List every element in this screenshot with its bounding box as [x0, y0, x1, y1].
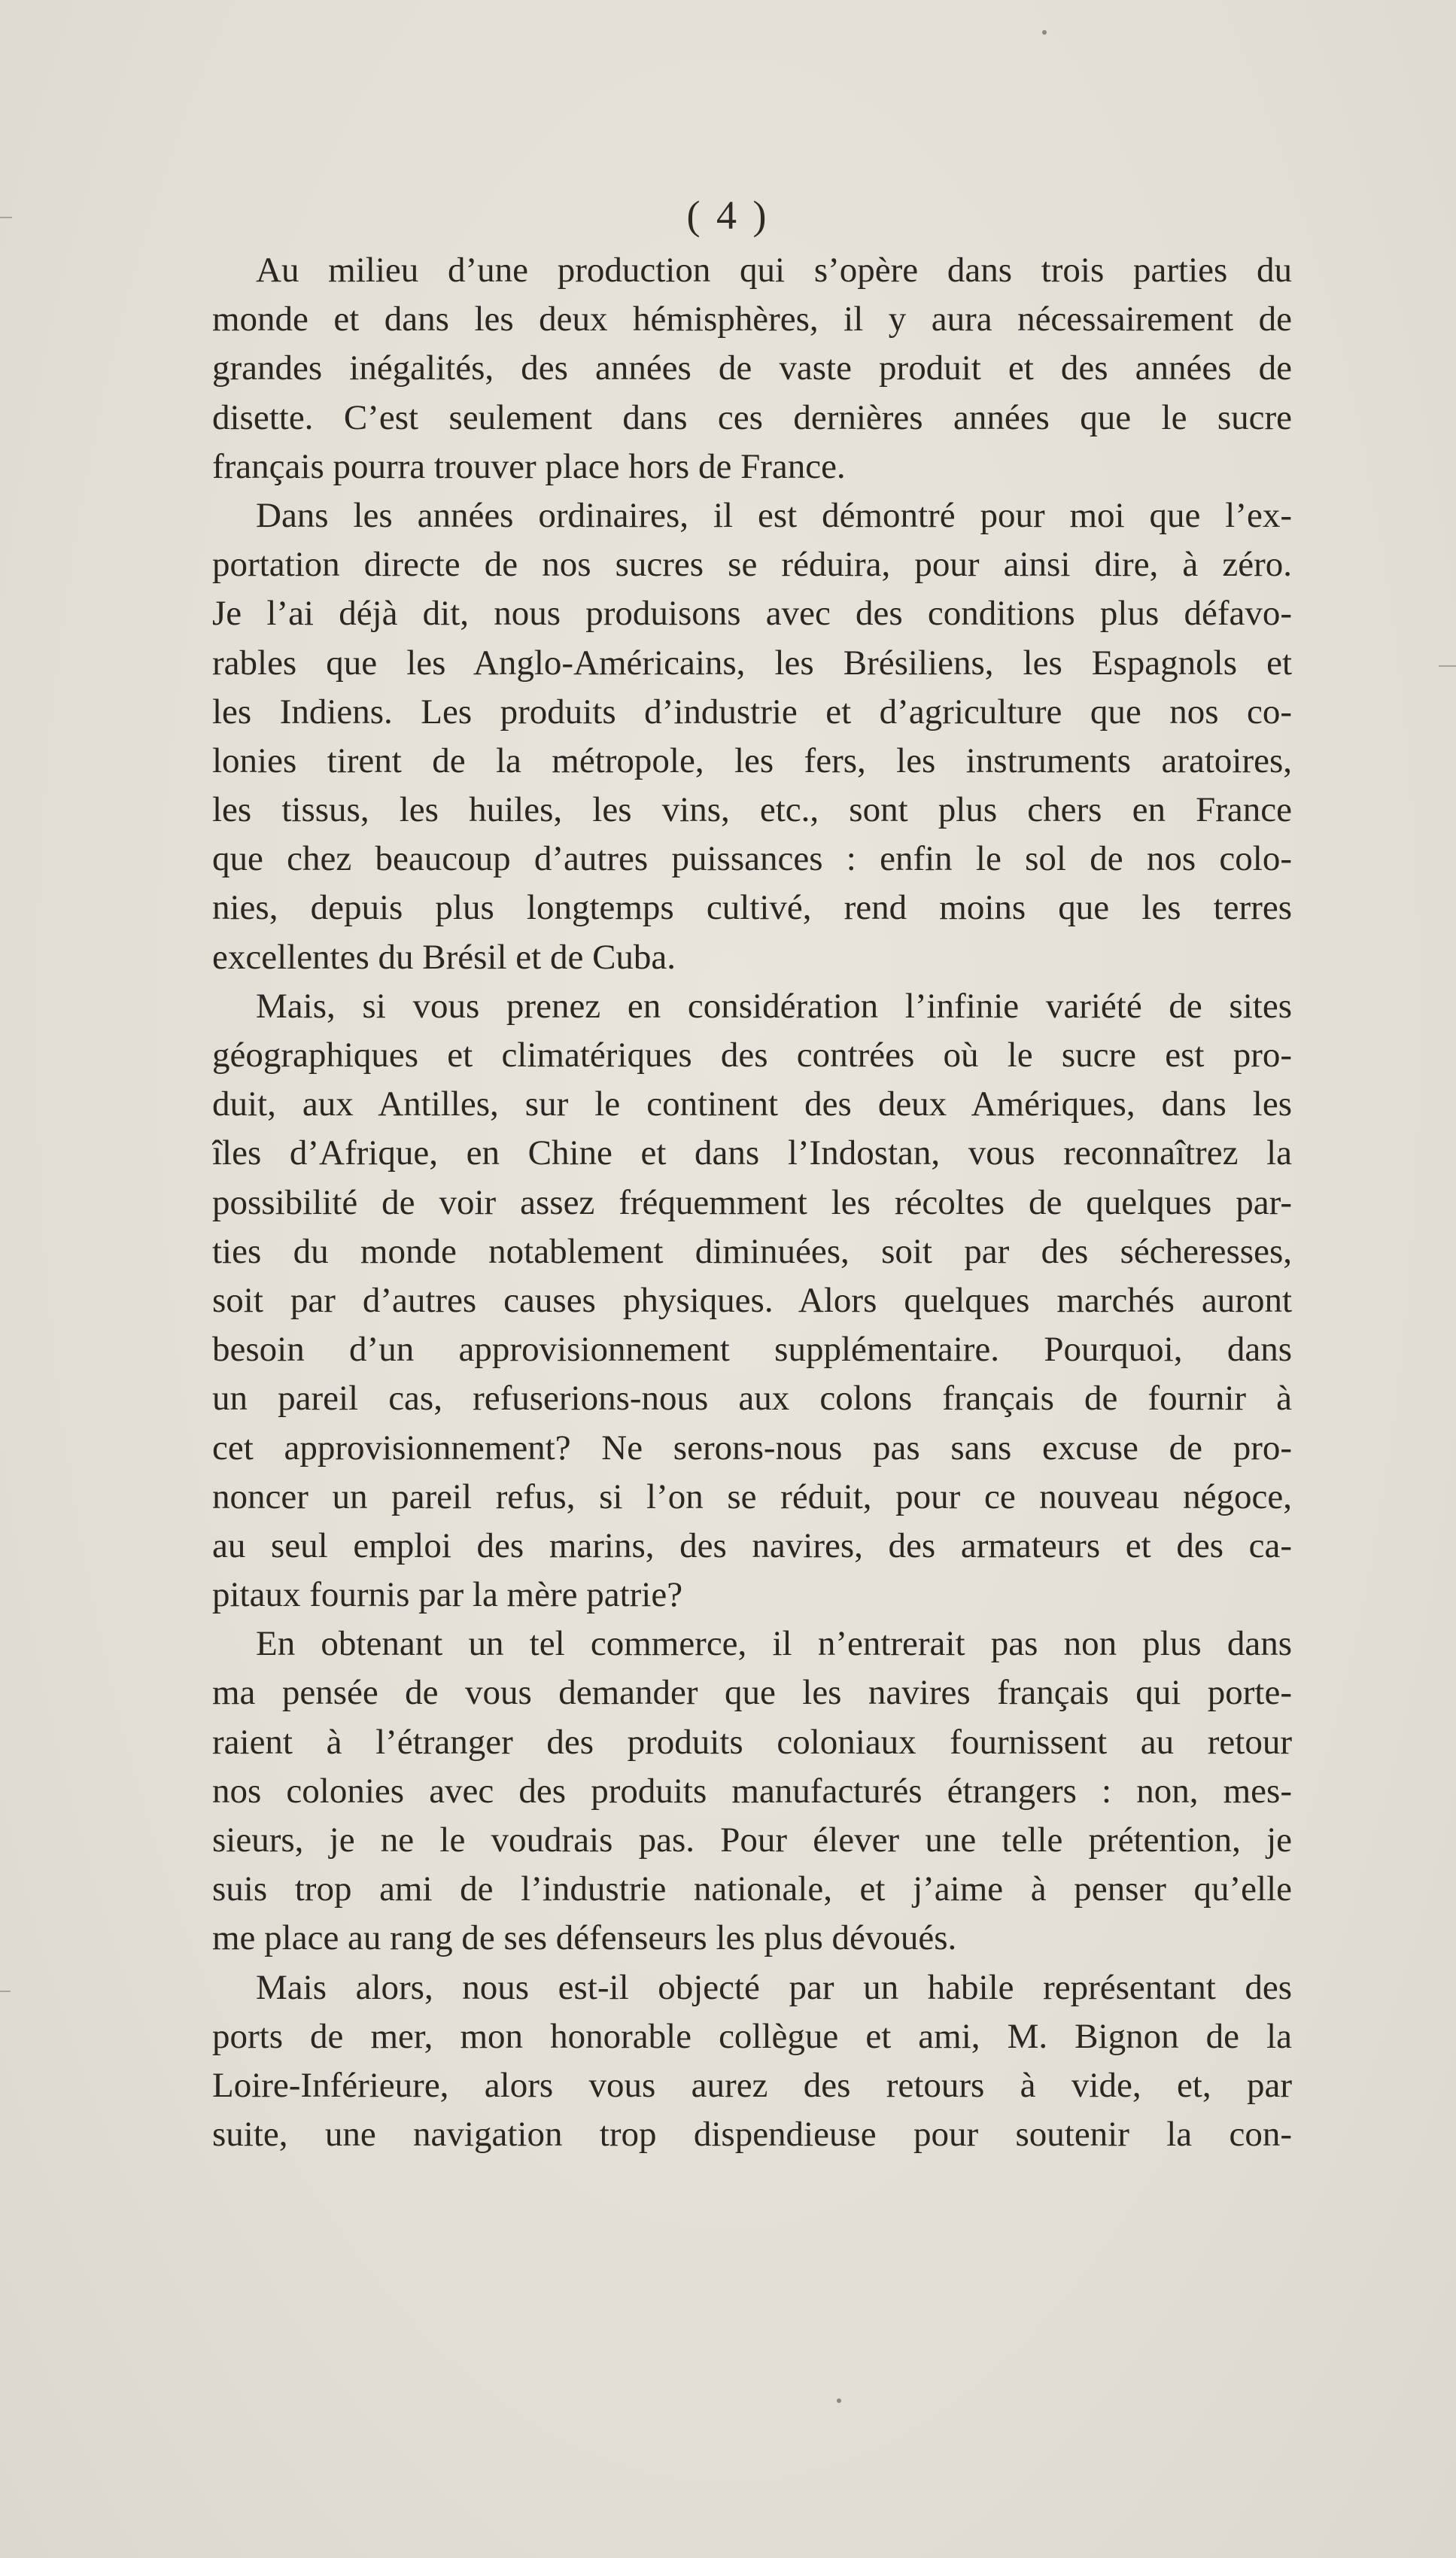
text-line: monde et dans les deux hémisphères, il y aura nécessairement de	[212, 300, 1292, 339]
text-line: lonies tirent de la métropole, les fers, les instruments aratoires,	[212, 741, 1292, 780]
paper-mark	[1439, 665, 1456, 667]
paragraph-5	[212, 1963, 1292, 2160]
text-line: un pareil cas, refuserions-nous aux colons français de fournir à	[212, 1379, 1292, 1419]
text-line: suite, une navigation trop dispendieuse pour soutenir la con-	[212, 2115, 1292, 2155]
text-line: suis trop ami de l’industrie nationale, et j’aime à penser qu’elle	[212, 1869, 1292, 1909]
paper-speck	[837, 2398, 841, 2403]
text-line: français pourra trouver place hors de France.	[212, 446, 846, 486]
text-line: Dans les années ordinaires, il est démontré pour moi que l’ex-	[256, 495, 1292, 535]
paragraph-2	[212, 491, 1292, 982]
text-line: grandes inégalités, des années de vaste produit et des années de	[212, 348, 1292, 388]
text-line: géographiques et climatériques des contrées où le sucre est pro-	[212, 1036, 1292, 1075]
text-line: Je l’ai déjà dit, nous produisons avec des conditions plus défavo-	[212, 594, 1292, 634]
paragraph-3	[212, 982, 1292, 1620]
text-line: que chez beaucoup d’autres puissances : enfin le sol de nos colo-	[212, 839, 1292, 879]
text-line: nos colonies avec des produits manufacturés étrangers : non, mes-	[212, 1771, 1292, 1811]
text-line: disette. C’est seulement dans ces dernières années que le sucre	[212, 397, 1292, 437]
text-line: ties du monde notablement diminuées, soit par des sécheresses,	[212, 1231, 1292, 1271]
text-line: ma pensée de vous demander que les navires français qui porte-	[212, 1673, 1292, 1713]
text-line: nies, depuis plus longtemps cultivé, rend moins que les terres	[212, 888, 1292, 928]
text-line: soit par d’autres causes physiques. Alors quelques marchés auront	[212, 1280, 1292, 1320]
text-line: les tissus, les huiles, les vins, etc., sont plus chers en France	[212, 790, 1292, 830]
text-line: ports de mer, mon honorable collègue et ami, M. Bignon de la	[212, 2016, 1292, 2056]
text-line: Mais alors, nous est-il objecté par un habile représentant des	[256, 1967, 1292, 2007]
paper-speck	[1042, 30, 1047, 35]
text-line: possibilité de voir assez fréquemment les récoltes de quelques par-	[212, 1182, 1292, 1222]
paragraph-4	[212, 1620, 1292, 1963]
text-line: noncer un pareil refus, si l’on se réduit, pour ce nouveau négoce,	[212, 1477, 1292, 1516]
text-line: Mais, si vous prenez en considération l’infinie variété de sites	[256, 986, 1292, 1026]
text-line: pitaux fournis par la mère patrie?	[212, 1575, 683, 1615]
paragraph-1	[212, 246, 1292, 491]
text-line: au seul emploi des marins, des navires, des armateurs et des ca-	[212, 1525, 1292, 1565]
text-line: îles d’Afrique, en Chine et dans l’Indostan, vous reconnaîtrez la	[212, 1133, 1292, 1173]
text-line: sieurs, je ne le voudrais pas. Pour élever une telle prétention, je	[212, 1820, 1292, 1860]
text-line: Loire-Inférieure, alors vous aurez des retours à vide, et, par	[212, 2065, 1292, 2105]
text-line: cet approvisionnement? Ne serons-nous pas sans excuse de pro-	[212, 1428, 1292, 1468]
text-line: me place au rang de ses défenseurs les plus dévoués.	[212, 1918, 957, 1958]
page-number: ( 4 )	[686, 193, 770, 238]
text-line: besoin d’un approvisionnement supplémentaire. Pourquoi, dans	[212, 1330, 1292, 1370]
text-line: duit, aux Antilles, sur le continent des deux Amériques, dans les	[212, 1084, 1292, 1124]
text-line: portation directe de nos sucres se réduira, pour ainsi dire, à zéro.	[212, 545, 1292, 585]
text-line: excellentes du Brésil et de Cuba.	[212, 937, 676, 977]
text-line: raient à l’étranger des produits coloniaux fournissent au retour	[212, 1722, 1292, 1762]
text-line: les Indiens. Les produits d’industrie et d’agriculture que nos co-	[212, 692, 1292, 732]
text-line: En obtenant un tel commerce, il n’entrerait pas non plus dans	[256, 1624, 1292, 1664]
text-line: Au milieu d’une production qui s’opère dans trois parties du	[256, 251, 1292, 290]
text-line: rables que les Anglo-Américains, les Brésiliens, les Espagnols et	[212, 643, 1292, 683]
body-text	[212, 246, 1292, 2159]
paper-mark	[0, 1991, 11, 1992]
